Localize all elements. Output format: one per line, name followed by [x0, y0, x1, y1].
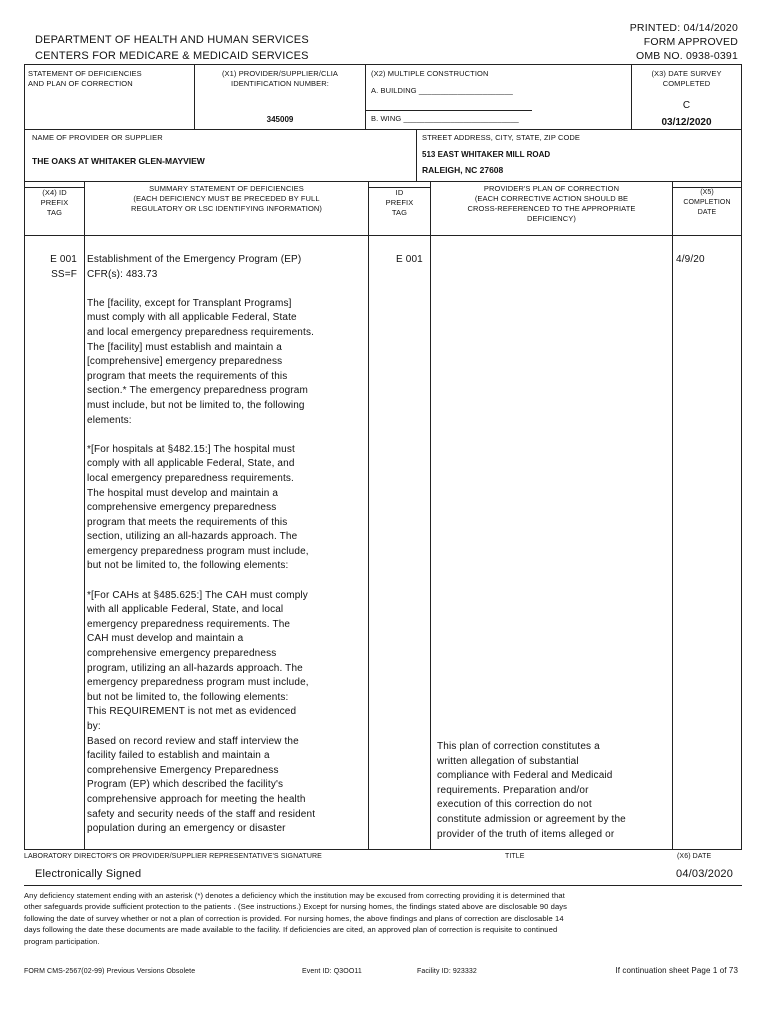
scope-severity: SS=F [51, 269, 77, 280]
street-address: 513 EAST WHITAKER MILL ROAD [422, 150, 551, 159]
rule-x2-left [365, 64, 366, 130]
x3-label: (X3) DATE SURVEY COMPLETED [651, 69, 722, 88]
rule-address-left [416, 129, 417, 182]
page-indicator: If continuation sheet Page 1 of 73 [615, 966, 738, 975]
printed-date: PRINTED: 04/14/2020 [629, 22, 738, 34]
rule-columns-bottom [24, 235, 742, 236]
rule-top [24, 64, 742, 65]
centers-title: CENTERS FOR MEDICARE & MEDICAID SERVICES [35, 50, 309, 62]
address-label: STREET ADDRESS, CITY, STATE, ZIP CODE [422, 133, 581, 142]
title-label: TITLE [505, 853, 525, 860]
form-approved: FORM APPROVED [643, 36, 738, 48]
signature-label: LABORATORY DIRECTOR'S OR PROVIDER/SUPPLIER REPRESENTATIVE'S SIGNATURE [24, 853, 322, 860]
rule-col-x4 [84, 181, 85, 850]
col-summary-header: SUMMARY STATEMENT OF DEFICIENCIES (EACH DEFICIENCY MUST BE PRECEDED BY FULL REGULATORY OR LSC IDENTIFYING INFORMATION) [130, 184, 323, 213]
summary-statement [87, 253, 367, 837]
survey-code: C [682, 100, 691, 111]
department-title: DEPARTMENT OF HEALTH AND HUMAN SERVICES [35, 34, 309, 46]
plan-id-tag: E 001 [396, 254, 423, 265]
summary-paragraph: *[For CAHs at §485.625:] The CAH must comply with all applicable Federal, State, and local emergency preparedness requirements. The CAH must develop and maintain a comprehensive emergency preparedness program, utilizing an all-hazards approach. The emergency preparedness program must include, but not be limited to, the following elements: This REQUIREMENT is not met as evidenced by: Based on record review and staff interview the facility failed to establish and maintain a comprehensive Emergency Preparedness Program (EP) which described the facility's comprehensive approach for meeting the health safety and security needs of the staff and resident population during an emergency or disaster [87, 589, 316, 835]
rule-building-wing [366, 110, 532, 111]
rule-col-plan [672, 181, 673, 850]
provider-name-label: NAME OF PROVIDER OR SUPPLIER [32, 133, 163, 142]
provider-name: THE OAKS AT WHITAKER GLEN-MAYVIEW [32, 156, 205, 166]
completion-date: 4/9/20 [676, 254, 705, 265]
statement-label: STATEMENT OF DEFICIENCIES AND PLAN OF CORRECTION [28, 69, 142, 88]
disclaimer-text: Any deficiency statement ending with an asterisk (*) denotes a deficiency which the institution may be excused from correcting providing it is determined that other safeguards provide sufficient protection to the patients . (See instructions.) Except for nursing homes, the findings stated above are disclosable 90 days following the date of survey whether or not a plan of correction is provided. For nursing homes, the above findings and plans of correction are disclosable 14 days following the date these documents are made available to the facility. If deficiencies are cited, an approved plan of correction is requisite to continued program participation. [24, 891, 568, 946]
rule-col-summary [368, 181, 369, 850]
electronic-signature: Electronically Signed [35, 868, 142, 880]
wing-field: B. WING ___________________________ [371, 114, 519, 123]
city-state-zip: RALEIGH, NC 27608 [422, 165, 504, 175]
rule-col-id [430, 181, 431, 850]
rule-provider-bottom [24, 181, 742, 182]
x2-label: (X2) MULTIPLE CONSTRUCTION [371, 69, 489, 78]
col-x4-header: (X4) ID PREFIX TAG [40, 188, 69, 217]
event-id: Event ID: Q3OO11 [302, 968, 362, 975]
col-x5-header: (X5) COMPLETION DATE [683, 189, 731, 216]
form-number: FORM CMS-2567(02-99) Previous Versions Obsolete [24, 968, 196, 975]
rule-id-row-bottom [24, 129, 742, 130]
x1-label: (X1) PROVIDER/SUPPLIER/CLIA IDENTIFICATION NUMBER: [221, 69, 339, 88]
omb-number: OMB NO. 0938-0391 [635, 50, 738, 62]
summary-paragraph: The [facility, except for Transplant Programs] must comply with all applicable Federal, State and local emergency preparedness requirements. The [facility] must establish and maintain a [comprehensive] emergency preparedness program that meets the requirements of this section.* The emergency preparedness program must include, but not be limited to, the following elements: [87, 297, 315, 426]
rule-body-bottom [24, 849, 742, 850]
summary-paragraph: *[For hospitals at §482.15:] The hospital must comply with all applicable Federal, State, and local emergency preparedness requirements. The hospital must develop and maintain a comprehensive emergency preparedness program that meets the requirements of this section, utilizing an all-hazards approach. The emergency preparedness program must include, but not be limited to, the following elements: [87, 443, 309, 572]
rule-signature-bottom [24, 885, 742, 886]
col-id-header: ID PREFIX TAG [385, 188, 414, 217]
provider-id-number: 345009 [266, 115, 294, 124]
facility-id: Facility ID: 923332 [417, 968, 477, 975]
x6-date-label: (X6) DATE [677, 853, 712, 860]
deficiency-tag: E 001 [50, 254, 77, 265]
survey-date: 03/12/2020 [661, 117, 712, 128]
building-field: A. BUILDING ______________________ [371, 86, 513, 95]
signature-date: 04/03/2020 [676, 868, 734, 880]
summary-paragraph: Establishment of the Emergency Program (EP) CFR(s): 483.73 [87, 254, 302, 280]
plan-of-correction-text: This plan of correction constitutes a written allegation of substantial compliance with Federal and Medicaid requirements. Preparation and/or execution of this correction do not constitute admission or agreement by the provider of the truth of items alleged or [437, 741, 626, 840]
col-plan-header: PROVIDER'S PLAN OF CORRECTION (EACH CORRECTIVE ACTION SHOULD BE CROSS-REFERENCED TO THE APPROPRIATE DEFICIENCY) [467, 184, 636, 223]
